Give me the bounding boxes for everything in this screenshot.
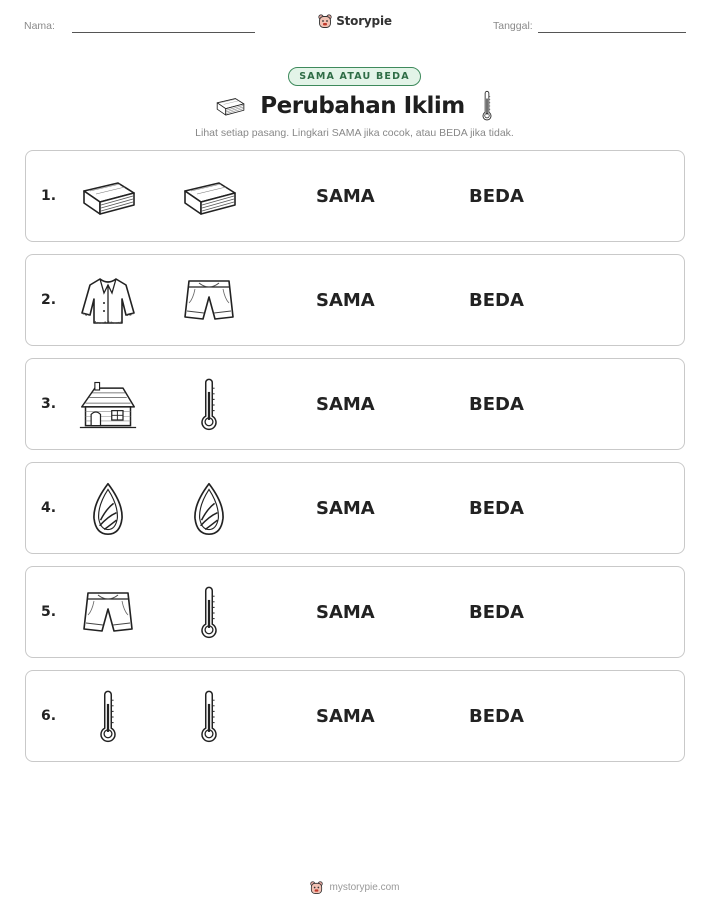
exercise-row: [25, 150, 685, 242]
title-book-icon: [214, 95, 246, 117]
exercise-row: [25, 358, 685, 450]
same-option[interactable]: SAMA: [316, 601, 375, 623]
different-option[interactable]: BEDA: [469, 185, 524, 207]
page-title: Perubahan Iklim: [260, 93, 465, 119]
same-option[interactable]: SAMA: [316, 393, 375, 415]
book-icon: [78, 169, 138, 225]
exercise-row: [25, 462, 685, 554]
title-thermometer-icon: [479, 90, 495, 122]
same-option[interactable]: SAMA: [316, 497, 375, 519]
instructions-text: Lihat setiap pasang. Lingkari SAMA jika cocok, atau BEDA jika tidak.: [195, 127, 514, 139]
storypie-mascot-icon: [309, 880, 324, 895]
storypie-mascot-icon: [317, 13, 333, 29]
thermometer-icon: [179, 377, 239, 433]
book-icon: [179, 169, 239, 225]
coat-icon: [78, 273, 138, 329]
different-option[interactable]: BEDA: [469, 601, 524, 623]
row-number: 5.: [41, 604, 57, 620]
row-number: 3.: [41, 396, 57, 412]
seed-icon: [179, 481, 239, 537]
row-number: 6.: [41, 708, 57, 724]
footer-url: mystorypie.com: [329, 882, 400, 893]
date-label: Tanggal:: [493, 20, 533, 32]
exercise-row: [25, 254, 685, 346]
brand-logo: [0, 13, 709, 29]
different-option[interactable]: BEDA: [469, 393, 524, 415]
row-number: 4.: [41, 500, 57, 516]
different-option[interactable]: BEDA: [469, 705, 524, 727]
row-number: 1.: [41, 188, 57, 204]
same-option[interactable]: SAMA: [316, 289, 375, 311]
shorts-icon: [78, 585, 138, 641]
footer: [0, 880, 709, 895]
shorts-icon: [179, 273, 239, 329]
same-option[interactable]: SAMA: [316, 705, 375, 727]
exercise-row: [25, 566, 685, 658]
name-field-line[interactable]: [72, 32, 255, 33]
exercise-row: [25, 670, 685, 762]
same-option[interactable]: SAMA: [316, 185, 375, 207]
seed-icon: [78, 481, 138, 537]
brand-name: Storypie: [336, 14, 392, 28]
worksheet-type-badge: SAMA ATAU BEDA: [288, 67, 421, 86]
row-number: 2.: [41, 292, 57, 308]
name-label: Nama:: [24, 20, 55, 32]
different-option[interactable]: BEDA: [469, 497, 524, 519]
house-icon: [78, 377, 138, 433]
date-field-line[interactable]: [538, 32, 686, 33]
thermometer-icon: [179, 585, 239, 641]
thermometer-icon: [179, 689, 239, 745]
different-option[interactable]: BEDA: [469, 289, 524, 311]
thermometer-icon: [78, 689, 138, 745]
